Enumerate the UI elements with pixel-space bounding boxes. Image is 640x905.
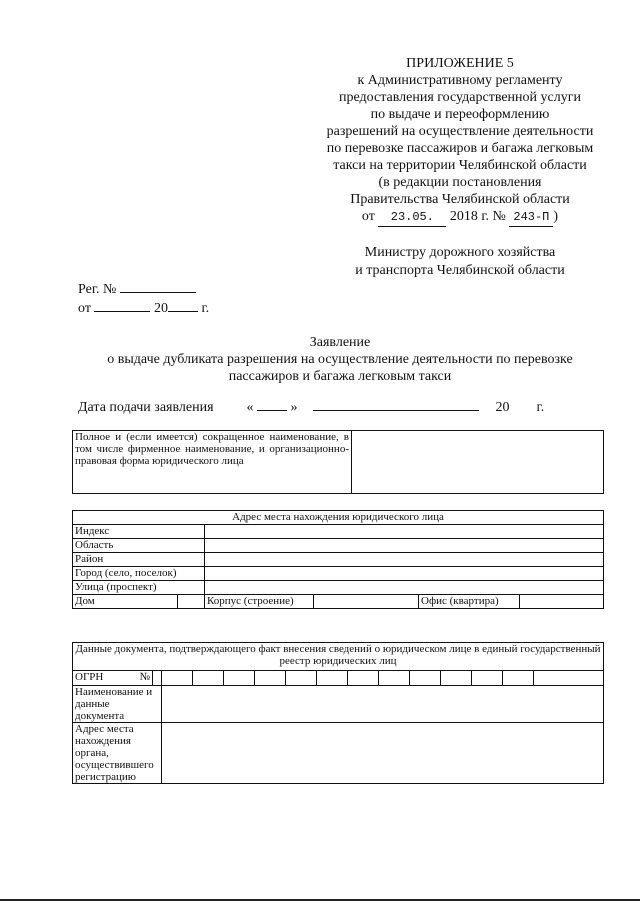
office-label: Офис (квартира) — [419, 595, 520, 609]
ogrn-digit-cell[interactable] — [472, 671, 503, 686]
submission-year: 20 — [495, 400, 510, 415]
page-bottom-edge — [0, 899, 640, 901]
appendix-line: разрешений на осуществление деятельности — [326, 124, 594, 139]
number-value: 243-П — [509, 209, 553, 227]
g-label: г. — [201, 301, 210, 316]
doc-name-field[interactable] — [162, 686, 604, 723]
ogrn-digit-cell[interactable] — [224, 671, 255, 686]
appendix-line: по выдаче и переоформлению — [370, 107, 550, 122]
index-field[interactable] — [205, 525, 604, 539]
open-quote: « — [246, 400, 254, 415]
ogrn-digit-cell[interactable] — [503, 671, 534, 686]
statement-subtitle: о выдаче дубликата разрешения на осуществление деятельности по перевозке — [107, 352, 573, 367]
appendix-line: Правительства Челябинской области — [350, 192, 570, 207]
ogrn-digit-cell[interactable] — [441, 671, 472, 686]
doc-name-label: Наименование и данные документа — [73, 686, 162, 723]
num-sign: № — [139, 671, 150, 683]
legal-name-table — [72, 430, 604, 494]
ogrn-digit-cell[interactable] — [317, 671, 348, 686]
statement-subtitle: пассажиров и багажа легковым такси — [228, 369, 452, 384]
address-table — [72, 510, 604, 609]
office-field[interactable] — [520, 595, 604, 609]
house-field[interactable] — [178, 595, 205, 609]
reg-date-line — [78, 299, 278, 318]
appendix-line: к Административному регламенту — [357, 73, 563, 88]
submission-g: г. — [536, 400, 545, 415]
address-header: Адрес места нахождения юридического лица — [73, 511, 604, 525]
address-row-label: Индекс — [73, 525, 205, 539]
day-field[interactable] — [257, 398, 287, 411]
ogrn-label — [73, 671, 153, 686]
ogrn-text: ОГРН — [75, 671, 104, 683]
statement-block — [60, 334, 620, 385]
registration-block — [78, 280, 278, 318]
appendix-line: по перевозке пассажиров и багажа легковым — [326, 141, 594, 156]
ogrn-digit-cell[interactable] — [410, 671, 441, 686]
year-label: 20 — [153, 301, 168, 316]
address-row-label: Улица (проспект) — [73, 581, 205, 595]
reg-date-field[interactable] — [94, 299, 150, 312]
year-text: 2018 г. № — [449, 209, 506, 224]
ogrn-digit-cell[interactable] — [193, 671, 224, 686]
addressee-line: и транспорта Челябинской области — [355, 263, 565, 278]
street-field[interactable] — [205, 581, 604, 595]
reg-year-field[interactable] — [168, 299, 198, 312]
from-label: от — [78, 301, 91, 316]
submission-label: Дата подачи заявления — [78, 400, 214, 415]
legal-name-field[interactable] — [352, 431, 604, 494]
building-field[interactable] — [314, 595, 419, 609]
appendix-title: ПРИЛОЖЕНИЕ 5 — [406, 56, 514, 71]
close-quote: » — [290, 400, 298, 415]
address-row-label: Город (село, поселок) — [73, 567, 205, 581]
legal-name-label: Полное и (если имеется) сокращенное наименование, в том числе фирменное наименование, и организационно-правовая форма юридического лица — [73, 431, 352, 494]
building-label: Корпус (строение) — [205, 595, 314, 609]
ogrn-digit-cell[interactable] — [286, 671, 317, 686]
address-row-label: Область — [73, 539, 205, 553]
city-field[interactable] — [205, 567, 604, 581]
statement-title: Заявление — [309, 335, 371, 350]
ogrn-digit-cell[interactable] — [153, 671, 162, 686]
reg-number-field[interactable] — [120, 280, 196, 293]
district-field[interactable] — [205, 553, 604, 567]
address-row-label: Район — [73, 553, 205, 567]
appendix-line: предоставления государственной услуги — [339, 90, 581, 105]
appendix-line: такси на территории Челябинской области — [333, 158, 587, 173]
registry-table — [72, 642, 604, 784]
appendix-block — [300, 55, 620, 227]
org-address-field[interactable] — [162, 723, 604, 784]
month-field[interactable] — [313, 398, 479, 411]
date-prefix: от — [361, 209, 375, 224]
appendix-line: (в редакции постановления — [378, 175, 542, 190]
addressee-line: Министру дорожного хозяйства — [364, 245, 556, 260]
ogrn-digit-cell[interactable] — [255, 671, 286, 686]
ogrn-digit-cell[interactable] — [348, 671, 379, 686]
appendix-date-line — [300, 208, 620, 227]
reg-number-line — [78, 280, 278, 299]
ogrn-digit-cell[interactable] — [162, 671, 193, 686]
org-address-label: Адрес места нахождения органа, осуществившего регистрацию — [73, 723, 162, 784]
registry-header: Данные документа, подтверждающего факт внесения сведений о юридическом лице в единый государственный реестр юридических лиц — [73, 643, 604, 671]
region-field[interactable] — [205, 539, 604, 553]
reg-label: Рег. № — [78, 282, 117, 297]
ogrn-digit-cell[interactable] — [534, 671, 604, 686]
addressee-block — [300, 244, 620, 280]
closing-paren: ) — [553, 209, 559, 224]
submission-date-line — [78, 398, 598, 416]
date-value: 23.05. — [378, 209, 446, 227]
house-label: Дом — [73, 595, 178, 609]
ogrn-digit-cell[interactable] — [379, 671, 410, 686]
